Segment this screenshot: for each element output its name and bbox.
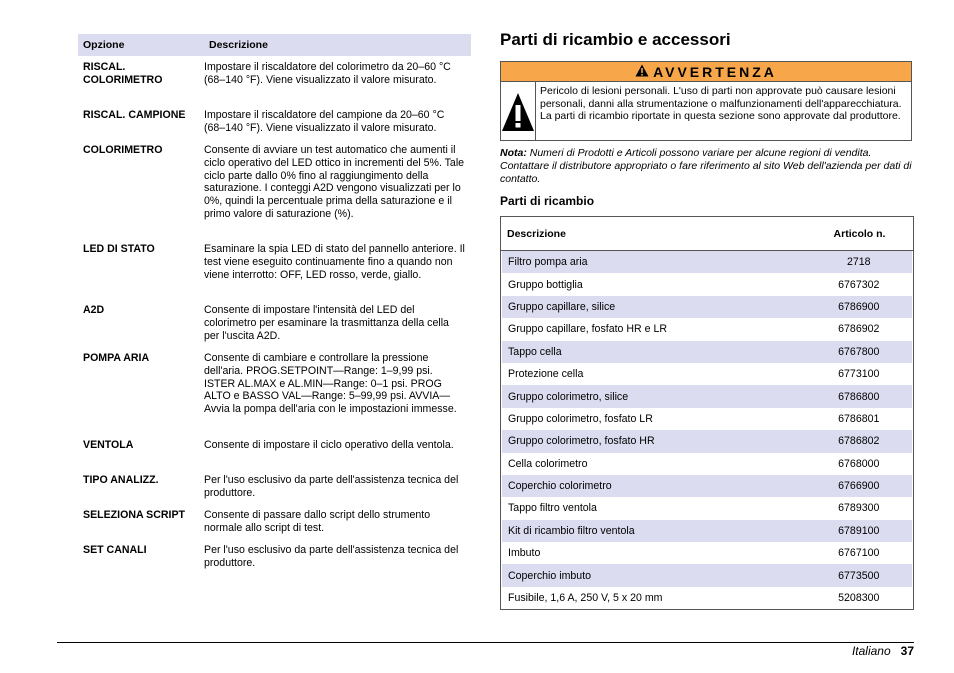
warning-header — [501, 62, 911, 82]
warning-label: AVVERTENZA — [653, 63, 777, 80]
part-number: 5208300 — [838, 592, 880, 605]
part-description: Coperchio imbuto — [508, 569, 592, 582]
part-description: Filtro pompa aria — [508, 256, 588, 269]
header-description: Descrizione — [507, 227, 566, 240]
options-row — [78, 509, 471, 535]
parts-table-header — [501, 217, 913, 251]
part-number: 6766900 — [838, 480, 880, 493]
option-description: Consente di passare dallo script dello strumento normale allo script di test. — [204, 509, 431, 534]
options-row — [78, 243, 471, 281]
part-description: Gruppo bottiglia — [508, 278, 583, 291]
option-name: POMPA ARIA — [83, 352, 150, 364]
part-number: 6786801 — [838, 412, 880, 425]
option-description: Impostare il riscaldatore del campione da 20–60 °C (68–140 °F). Viene visualizzato il valore misurato. — [204, 109, 445, 134]
parts-subheading: Parti di ricambio — [500, 194, 595, 208]
options-table — [78, 34, 471, 569]
option-description: Esaminare la spia LED di stato del pannello anteriore. Il test viene eseguito continuamente fino a quando non viene interrotto: OFF, LED rosso, verde, giallo. — [204, 243, 465, 281]
header-description: Descrizione — [209, 39, 268, 51]
option-description: Impostare il riscaldatore del colorimetro da 20–60 °C (68–140 °F). Viene visualizzato il valore misurato. — [204, 61, 451, 86]
note — [500, 147, 912, 185]
warning-text: Pericolo di lesioni personali. L'uso di parti non approvate può causare lesioni personali, danni alla strumentazione o malfunzionamenti dell'apparecchiatura. La parti di ricambio riportate in questa sezione sono approvate dal produttore. — [540, 85, 902, 123]
part-number: 6768000 — [838, 457, 880, 470]
table-row — [502, 564, 912, 586]
part-description: Gruppo capillare, fosfato HR e LR — [508, 323, 667, 336]
parts-table — [500, 216, 914, 610]
part-number: 6786802 — [838, 435, 880, 448]
part-number: 2718 — [846, 256, 871, 269]
page-footer — [852, 644, 914, 658]
part-description: Protezione cella — [508, 368, 584, 381]
option-name: VENTOLA — [83, 439, 134, 451]
option-name: A2D — [83, 304, 105, 316]
part-description: Gruppo capillare, silice — [508, 300, 616, 313]
option-name: TIPO ANALIZZ. — [83, 474, 159, 486]
section-title: Parti di ricambio e accessori — [500, 30, 731, 49]
part-number: 6773100 — [838, 368, 880, 381]
part-number: 6767302 — [838, 278, 880, 291]
part-description: Gruppo colorimetro, fosfato LR — [508, 412, 653, 425]
note-text: Numeri di Prodotti e Articoli possono variare per alcune regioni di vendita. Contattare il distributore appropriato o fare riferimento al sito Web dell'azienda per dati di contatto. — [500, 147, 912, 185]
options-row — [78, 61, 471, 87]
part-number: 6786900 — [838, 300, 880, 313]
table-row — [502, 520, 912, 542]
option-description: Consente di avviare un test automatico che aumenti il ciclo operativo del LED ottico in incrementi del 5%. Tale ciclo parte dallo 0% fino al raggiungimento della saturazione. I conteggi A2D vengono visualizzati per lo 0%, quindi la percentuale prima della saturazione e il primo valore di saturazione (%). — [204, 144, 465, 220]
header-option: Opzione — [83, 39, 125, 51]
options-row — [78, 144, 471, 221]
part-description: Tappo cella — [508, 345, 562, 358]
option-description: Consente di impostare il ciclo operativo della ventola. — [204, 439, 454, 451]
option-name: RISCAL. COLORIMETRO — [83, 61, 163, 86]
part-description: Gruppo colorimetro, silice — [508, 390, 629, 403]
warning-triangle-icon — [501, 82, 536, 141]
option-name: SET CANALI — [83, 544, 147, 556]
option-description: Per l'uso esclusivo da parte dell'assistenza tecnica del produttore. — [204, 474, 459, 499]
part-number: 6773500 — [838, 569, 880, 582]
header-item-number: Articolo n. — [833, 227, 886, 240]
part-number: 6786902 — [838, 323, 880, 336]
part-number: 6789300 — [838, 502, 880, 515]
option-description: Consente di impostare l'intensità del LED del colorimetro per esaminare la trasmittanza della cella per l'uscita A2D. — [204, 304, 449, 342]
table-row — [502, 385, 912, 407]
option-name: RISCAL. CAMPIONE — [83, 109, 186, 121]
option-name: LED DI STATO — [83, 243, 155, 255]
part-description: Imbuto — [508, 547, 541, 560]
part-description: Coperchio colorimetro — [508, 480, 612, 493]
options-row — [78, 109, 471, 135]
options-table-header — [78, 34, 471, 56]
footer-language: Italiano — [851, 644, 891, 658]
part-description: Kit di ricambio filtro ventola — [508, 524, 635, 537]
page-number: 37 — [900, 644, 914, 658]
option-name: SELEZIONA SCRIPT — [83, 509, 186, 521]
warning-box — [500, 61, 912, 141]
part-number: 6767100 — [838, 547, 880, 560]
option-name: COLORIMETRO — [83, 144, 163, 156]
table-row — [502, 497, 912, 519]
part-description: Cella colorimetro — [508, 457, 588, 470]
table-row — [502, 296, 912, 318]
options-row — [78, 439, 471, 452]
table-row — [502, 341, 912, 363]
table-row — [502, 318, 912, 340]
part-description: Gruppo colorimetro, fosfato HR — [508, 435, 655, 448]
warning-small-icon — [635, 64, 649, 80]
table-row — [502, 363, 912, 385]
note-label: Nota: — [500, 147, 527, 159]
options-row — [78, 304, 471, 342]
table-row — [502, 273, 912, 295]
part-description: Tappo filtro ventola — [508, 502, 597, 515]
table-row — [502, 542, 912, 564]
part-description: Fusibile, 1,6 A, 250 V, 5 x 20 mm — [508, 592, 663, 605]
options-row — [78, 352, 471, 416]
footer-divider — [57, 642, 914, 643]
part-number: 6789100 — [838, 524, 880, 537]
part-number: 6767800 — [838, 345, 880, 358]
table-row — [502, 430, 912, 452]
options-row — [78, 474, 471, 500]
table-row — [502, 587, 912, 609]
table-row — [502, 475, 912, 497]
table-row — [502, 453, 912, 475]
table-row — [502, 408, 912, 430]
option-description: Consente di cambiare e controllare la pressione dell'aria. PROG.SETPOINT—Range: 1–9,99 psi. ISTER AL.MAX e AL.MIN—Range: 0–1 psi. PROG ALTO e BASSO VAL—Range: 5–99,99 psi. AVVIA—Avvia la pompa dell'aria con le impostazioni immesse. — [204, 352, 457, 416]
option-description: Per l'uso esclusivo da parte dell'assistenza tecnica del produttore. — [204, 544, 459, 569]
part-number: 6786800 — [838, 390, 880, 403]
options-row — [78, 544, 471, 570]
table-row — [502, 251, 912, 273]
